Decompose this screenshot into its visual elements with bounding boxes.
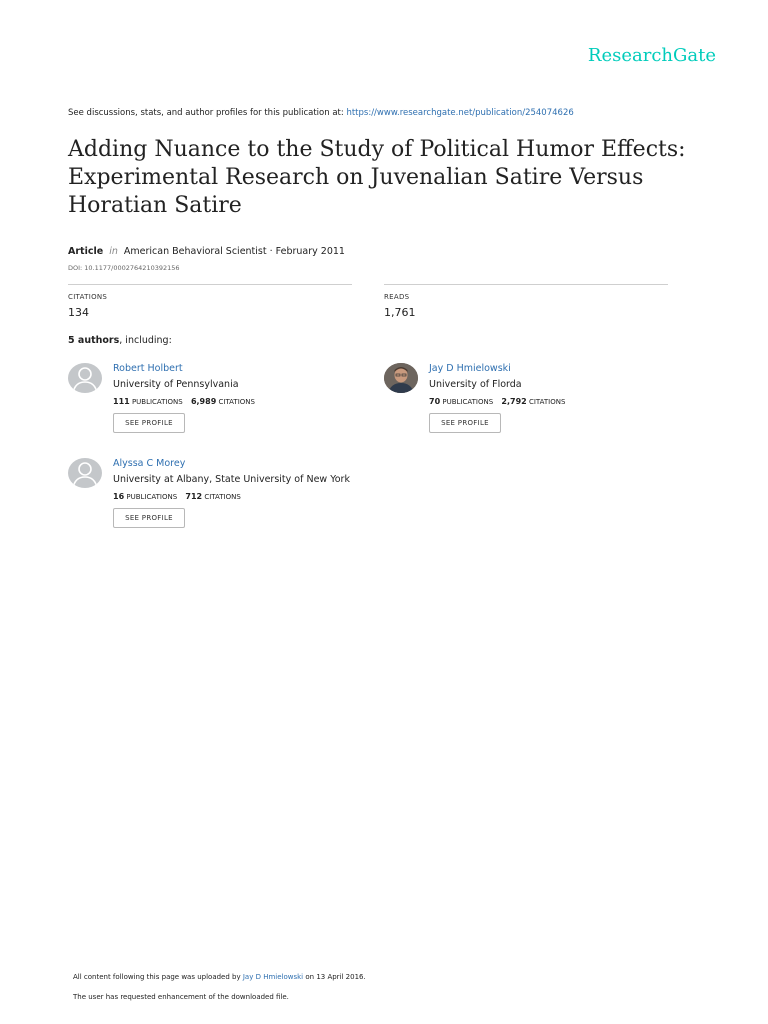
authors-header [68,335,172,346]
publications-label: PUBLICATIONS [131,398,183,406]
author-card-1 [68,363,348,453]
author-name[interactable]: Jay D Hmielowski [429,363,511,374]
doi: DOI: 10.1177/0002764210392156 [68,264,180,272]
author-name[interactable]: Alyssa C Morey [113,458,186,469]
enhancement-note: The user has requested enhancement of the downloaded file. [73,993,289,1001]
journal-date: American Behavioral Scientist · February 2011 [123,246,345,257]
divider-reads [384,284,668,285]
see-profile-button[interactable]: SEE PROFILE [429,413,501,433]
author-institution: University at Albany, State University of New York [113,474,350,485]
authors-count: 5 authors [68,335,120,346]
avatar-placeholder-icon[interactable] [68,458,102,488]
publication-type: Article [68,246,104,257]
citations-count: 712 [185,492,203,501]
upload-note [73,973,366,981]
author-institution: University of Pennsylvania [113,379,239,390]
citations-label: CITATIONS [204,493,241,501]
publications-count: 111 [113,397,130,406]
reads-value: 1,761 [384,306,416,319]
citations-label: CITATIONS [528,398,566,406]
in-label: in [109,246,118,257]
author-card-2 [384,363,664,453]
upload-prefix: All content following this page was uploaded by [73,973,241,981]
author-card-3 [68,458,348,548]
publication-link[interactable]: https://www.researchgate.net/publication/254074626 [346,108,574,118]
publications-count: 16 [113,492,125,501]
researchgate-logo[interactable]: ResearchGate [587,45,716,66]
publications-label: PUBLICATIONS [126,493,178,501]
uploader-link[interactable]: Jay D Hmielowski [242,973,304,981]
citations-label: CITATIONS [218,398,255,406]
citations-label: CITATIONS [68,293,108,301]
publications-count: 70 [429,397,441,406]
author-photo-icon[interactable] [384,363,418,393]
publications-label: PUBLICATIONS [442,398,494,406]
citations-value: 134 [68,306,89,319]
authors-suffix: , including: [119,335,172,346]
divider-citations [68,284,352,285]
publication-title: Adding Nuance to the Study of Political Humor Effects: Experimental Research on Juvenalian Satire Versus Horatian Satire [68,137,686,218]
discussion-line [68,108,574,118]
author-stats [113,492,241,501]
see-profile-button[interactable]: SEE PROFILE [113,508,185,528]
avatar-placeholder-icon[interactable] [68,363,102,393]
discussion-prefix: See discussions, stats, and author profiles for this publication at: [68,108,344,118]
author-institution: University of Florda [429,379,522,390]
author-stats [429,397,565,406]
citations-count: 2,792 [501,397,527,406]
see-profile-button[interactable]: SEE PROFILE [113,413,185,433]
publication-meta [68,246,345,257]
citations-count: 6,989 [190,397,217,406]
author-stats [113,397,255,406]
upload-suffix: on 13 April 2016. [305,973,366,981]
reads-label: READS [384,293,410,301]
author-name[interactable]: Robert Holbert [113,363,183,374]
